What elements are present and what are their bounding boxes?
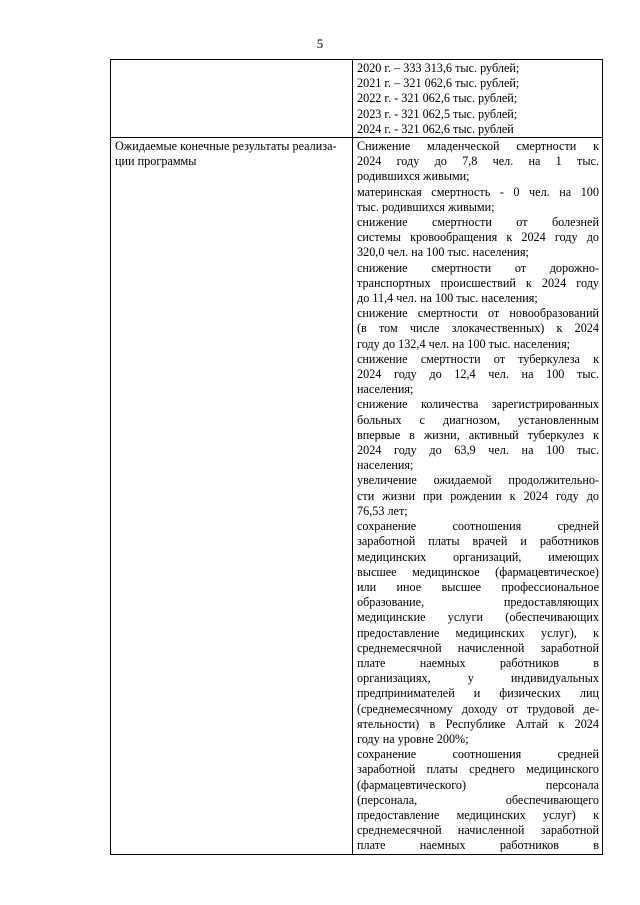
result-text-line: предпринимателей и физических лиц	[357, 686, 599, 701]
result-text-line: снижение смертности от дорожно-	[357, 260, 599, 275]
result-text-line: 320,0 чел. на 100 тыс. населения;	[357, 245, 529, 260]
result-text-line: больных с диагнозом, установленным	[357, 412, 599, 427]
result-text-line: впервые в жизни, активный туберкулез к	[357, 427, 599, 442]
finance-values-cell	[353, 60, 603, 138]
result-text-line: сти жизни при рождении к 2024 году до	[357, 488, 599, 503]
result-text-line: снижение смертности от болезней	[357, 215, 599, 230]
finance-year-line: 2020 г. – 333 313,6 тыс. рублей;	[357, 61, 520, 75]
result-text-line: заработной платы среднего медицинского	[357, 762, 599, 777]
program-passport-table	[110, 59, 603, 855]
result-text-line: (фармацевтического) персонала	[357, 777, 599, 792]
label-line: ции программы	[115, 154, 197, 169]
result-text-line: увеличение ожидаемой продолжительно-	[357, 473, 599, 488]
result-text-line: предоставление медицинских услуг) к	[357, 807, 599, 822]
result-text-line: Снижение младенческой смертности к	[357, 139, 599, 154]
result-text-line: снижение смертности от новообразований	[357, 306, 599, 321]
finance-year-line: 2021 г. – 321 062,6 тыс. рублей;	[357, 76, 520, 91]
finance-year-line: 2022 г. - 321 062,6 тыс. рублей;	[357, 91, 518, 106]
result-text-line: образование, предоставляющих	[357, 595, 599, 610]
result-text-line: сохранение соотношения средней	[357, 519, 599, 534]
result-text-line: населения;	[357, 382, 414, 397]
result-text-line: (в том числе злокачественных) к 2024	[357, 321, 599, 336]
result-text-line: заработной платы врачей и работников	[357, 534, 599, 549]
result-text-line: медицинские услуги (обеспечивающих	[357, 610, 599, 625]
page-number: 5	[316, 36, 324, 51]
result-text-line: тыс. родившихся живыми;	[357, 199, 495, 214]
result-text-line: году до 132,4 чел. на 100 тыс. населения;	[357, 336, 571, 351]
expected-results-label	[115, 139, 349, 169]
finance-year-line: 2023 г. - 321 062,5 тыс. рублей;	[357, 106, 518, 121]
result-text-line: родившихся живыми;	[357, 169, 470, 184]
result-text-line: (персонала, обеспечивающего	[357, 792, 599, 807]
result-text-line: предоставление медицинских услуг), к	[357, 625, 599, 640]
expected-results-label-cell	[111, 138, 353, 855]
expected-results-row	[111, 138, 603, 855]
finance-label-cell	[111, 60, 353, 138]
result-text-line: сохранение соотношения средней	[357, 747, 599, 762]
result-text-line: плате наемных работников в	[357, 838, 599, 853]
result-text-line: до 11,4 чел. на 100 тыс. населения;	[357, 291, 538, 306]
result-text-line: снижение количества зарегистрированных	[357, 397, 599, 412]
result-text-line: системы кровообращения к 2024 году до	[357, 230, 599, 245]
result-text-line: медицинских организаций, имеющих	[357, 549, 599, 564]
result-text-line: населения;	[357, 458, 414, 473]
expected-results-text	[357, 139, 599, 854]
result-text-line: 2024 году до 7,8 чел. на 1 тыс.	[357, 154, 599, 169]
result-text-line: транспортных происшествий к 2024 году	[357, 275, 599, 290]
result-text-line: году на уровне 200%;	[357, 731, 469, 746]
result-text-line: (среднемесячному доходу от трудовой де-	[357, 701, 599, 716]
result-text-line: высшее медицинское (фармацевтическое)	[357, 564, 599, 579]
expected-results-value-cell	[353, 138, 603, 855]
result-text-line: ятельности) в Республике Алтай к 2024	[357, 716, 599, 731]
result-text-line: или иное высшее профессиональное	[357, 579, 599, 594]
result-text-line: 76,53 лет;	[357, 503, 408, 518]
result-text-line: плате наемных работников в	[357, 655, 599, 670]
result-text-line: материнская смертность - 0 чел. на 100	[357, 184, 599, 199]
result-text-line: 2024 году до 63,9 чел. на 100 тыс.	[357, 443, 599, 458]
result-text-line: среднемесячной начисленной заработной	[357, 823, 599, 838]
finance-year-list	[357, 61, 599, 137]
result-text-line: среднемесячной начисленной заработной	[357, 640, 599, 655]
result-text-line: снижение смертности от туберкулеза к	[357, 351, 599, 366]
label-line: Ожидаемые конечные результаты реализа-	[115, 139, 337, 154]
result-text-line: 2024 году до 12,4 чел. на 100 тыс.	[357, 367, 599, 382]
finance-year-line: 2024 г. - 321 062,6 тыс. рублей	[357, 121, 514, 136]
finance-continuation-row	[111, 60, 603, 138]
result-text-line: организациях, у индивидуальных	[357, 671, 599, 686]
